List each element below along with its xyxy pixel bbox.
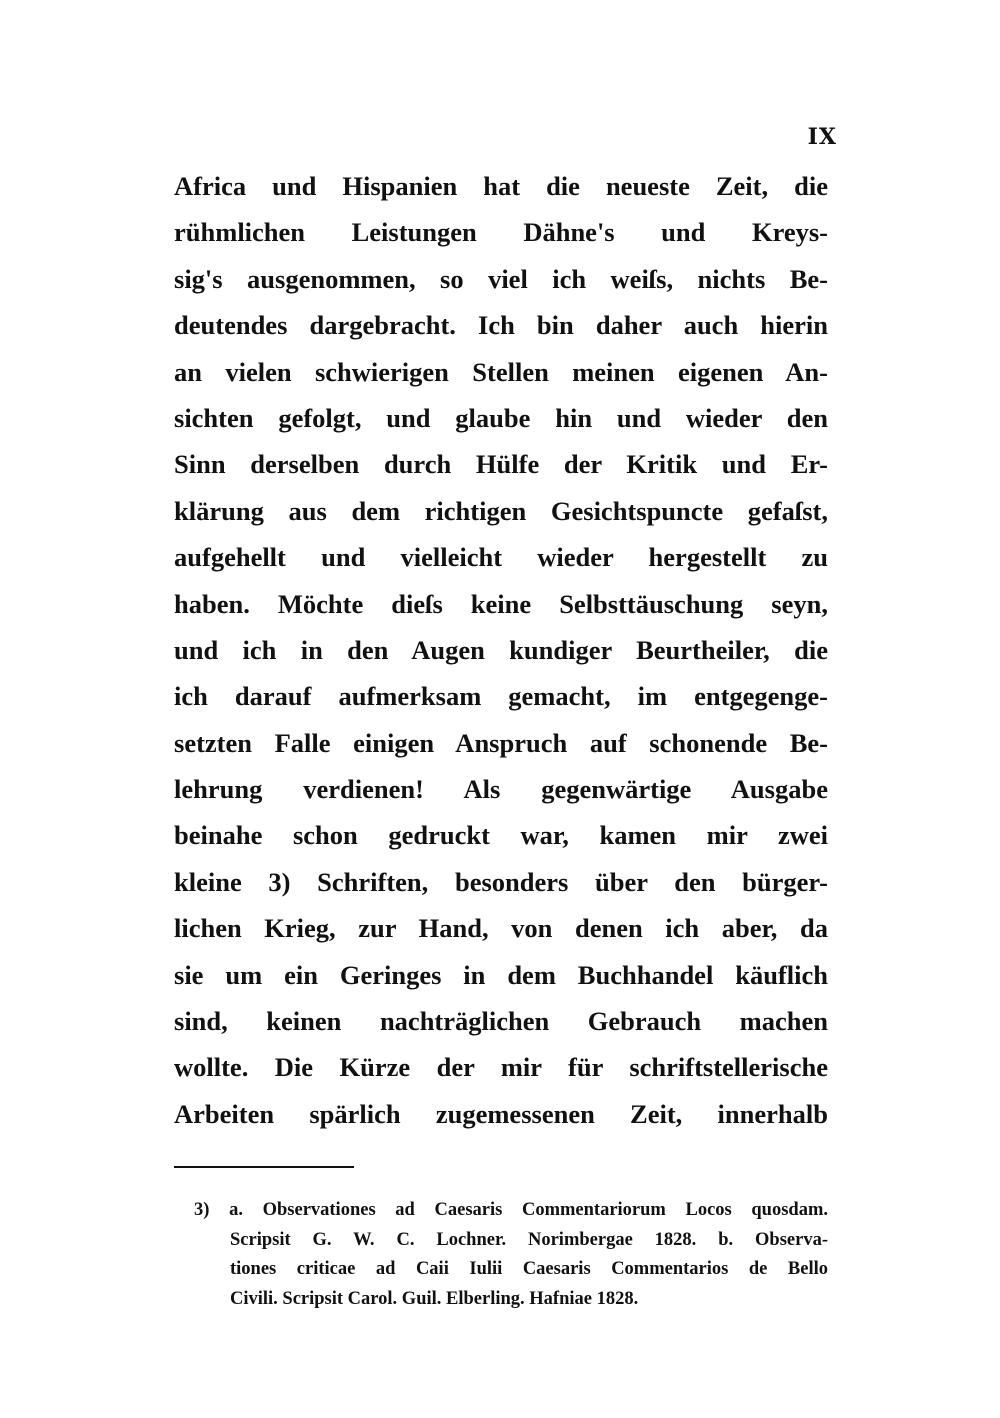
footnote-line: Civili. Scripsit Carol. Guil. Elberling. Hafniae 1828. bbox=[230, 1288, 639, 1309]
footnote-line: tiones criticae ad Caii Iulii Caesaris Commentarios de Bello bbox=[230, 1259, 828, 1279]
text-line: lichen Krieg, zur Hand, von denen ich aber, da bbox=[174, 913, 828, 944]
text-line: kleine 3) Schriften, besonders über den bürger- bbox=[174, 866, 828, 897]
text-line: Sinn derselben durch Hülfe der Kritik und Er- bbox=[174, 449, 828, 480]
text-line: setzten Falle einigen Anspruch auf schonende Be- bbox=[174, 727, 828, 758]
text-line: sichten gefolgt, und glaube hin und wieder den bbox=[174, 402, 828, 433]
footnotes bbox=[194, 1196, 828, 1314]
text-line: haben. Möchte dieſs keine Selbsttäuschung seyn, bbox=[174, 588, 828, 619]
text-line: beinahe schon gedruckt war, kamen mir zwei bbox=[174, 820, 828, 851]
text-line: rühmlichen Leistungen Dähne's und Kreys- bbox=[174, 217, 828, 248]
text-line: ich darauf aufmerksam gemacht, im entgegenge- bbox=[174, 681, 828, 712]
text-line: deutendes dargebracht. Ich bin daher auch hierin bbox=[174, 310, 828, 341]
text-line: aufgehellt und vielleicht wieder hergestellt zu bbox=[174, 542, 828, 573]
text-line: sig's ausgenommen, so viel ich weiſs, nichts Be- bbox=[174, 263, 828, 294]
body-text bbox=[174, 163, 828, 1137]
text-line: und ich in den Augen kundiger Beurtheiler, die bbox=[174, 634, 828, 665]
text-line: wollte. Die Kürze der mir für schriftstellerische bbox=[174, 1052, 828, 1083]
text-line: sind, keinen nachträglichen Gebrauch machen bbox=[174, 1006, 828, 1037]
text-line: sie um ein Geringes in dem Buchhandel käuflich bbox=[174, 959, 828, 990]
text-line: Arbeiten spärlich zugemessenen Zeit, innerhalb bbox=[174, 1098, 828, 1129]
text-line: lehrung verdienen! Als gegenwärtige Ausgabe bbox=[174, 774, 828, 805]
footnote-line: 3) a. Observationes ad Caesaris Commentariorum Locos quosdam. bbox=[194, 1200, 828, 1220]
footnote-line: Scripsit G. W. C. Lochner. Norimbergae 1828. b. Observa- bbox=[230, 1229, 828, 1250]
text-line: Africa und Hispanien hat die neueste Zeit, die bbox=[174, 171, 828, 201]
page-number: IX bbox=[807, 124, 837, 150]
footnote-rule bbox=[174, 1166, 354, 1168]
text-line: klärung aus dem richtigen Gesichtspuncte gefaſst, bbox=[174, 495, 828, 526]
text-line: an vielen schwierigen Stellen meinen eigenen An- bbox=[174, 356, 828, 387]
